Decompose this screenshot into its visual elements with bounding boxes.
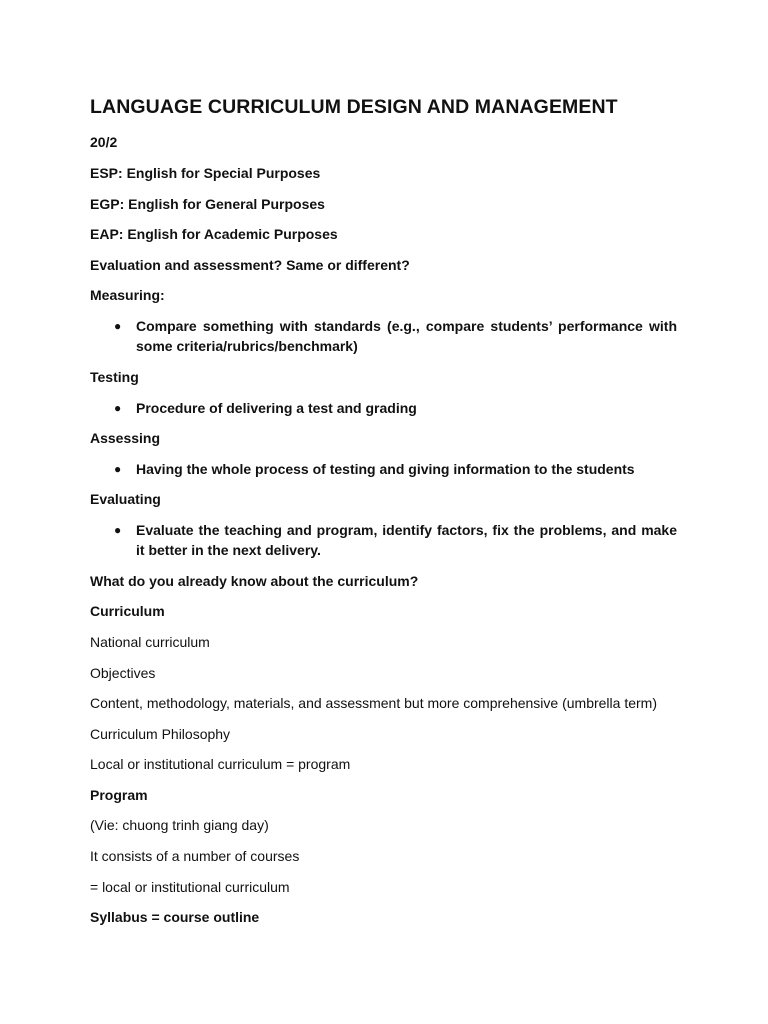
bullet-icon: ●: [114, 401, 122, 415]
evaluating-bullet-text: Evaluate the teaching and program, identify factors, fix the problems, and make it better in the next delivery.: [136, 522, 677, 558]
abbreviation-egp: EGP: English for General Purposes: [90, 196, 325, 212]
curriculum-line: Curriculum Philosophy: [90, 726, 231, 742]
abbreviation-esp: ESP: English for Special Purposes: [90, 165, 321, 181]
program-line: (Vie: chuong trinh giang day): [90, 817, 269, 833]
heading-evaluating: Evaluating: [90, 491, 161, 507]
program-line: = local or institutional curriculum: [90, 879, 290, 895]
bullet-icon: ●: [114, 523, 122, 537]
syllabus-line: Syllabus = course outline: [90, 909, 260, 925]
abbreviation-eap: EAP: English for Academic Purposes: [90, 226, 338, 242]
heading-program: Program: [90, 787, 148, 803]
curriculum-line: Objectives: [90, 665, 156, 681]
bullet-icon: ●: [114, 319, 122, 333]
heading-testing: Testing: [90, 369, 139, 385]
assessing-bullet-text: Having the whole process of testing and giving information to the students: [136, 461, 635, 477]
question-evaluation: Evaluation and assessment? Same or different?: [90, 257, 410, 273]
heading-measuring: Measuring:: [90, 287, 165, 303]
curriculum-line: Content, methodology, materials, and assessment but more comprehensive (umbrella term): [90, 695, 657, 711]
curriculum-line: National curriculum: [90, 634, 210, 650]
measuring-bullet-text: Compare something with standards (e.g., compare students’ performance with some criteria/rubrics/benchmark): [136, 318, 677, 354]
bullet-icon: ●: [114, 462, 122, 476]
document-title: LANGUAGE CURRICULUM DESIGN AND MANAGEMENT: [90, 96, 618, 118]
heading-assessing: Assessing: [90, 430, 161, 446]
testing-bullet-text: Procedure of delivering a test and grading: [136, 400, 417, 416]
program-line: It consists of a number of courses: [90, 848, 300, 864]
date-line: 20/2: [90, 134, 118, 150]
curriculum-line: Local or institutional curriculum = program: [90, 756, 351, 772]
question-curriculum: What do you already know about the curriculum?: [90, 573, 419, 589]
heading-curriculum: Curriculum: [90, 603, 165, 619]
